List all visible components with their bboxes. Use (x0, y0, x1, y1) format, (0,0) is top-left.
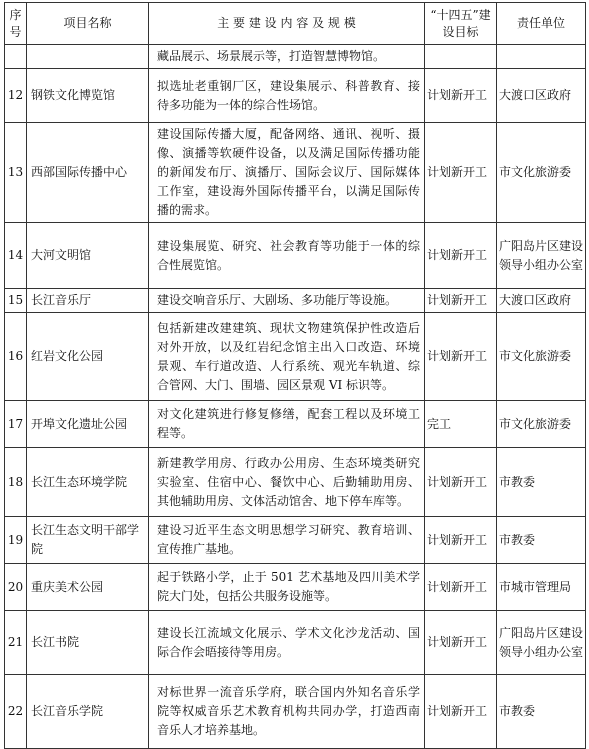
project-name: 长江生态环境学院 (27, 448, 149, 517)
project-content: 对文化建筑进行修复修缮，配套工程以及环境工程等。 (149, 401, 425, 448)
project-name: 长江音乐厅 (27, 289, 149, 313)
project-unit: 市教委 (497, 675, 586, 749)
project-content: 新建教学用房、行政办公用房、生态环境类研究实验室、住宿中心、餐饮中心、后勤辅助用房、其他辅助用房、文体活动馆舍、地下停车库等。 (149, 448, 425, 517)
project-unit: 市教委 (497, 517, 586, 564)
row-number: 14 (5, 223, 27, 289)
project-content: 建设国际传播大厦，配备网络、通讯、视听、摄像、演播等软硬件设备，以及满足国际传播功能的新闻发布厅、演播厅、国际会议厅、国际媒体工作室，建设海外国际传播平台，以满足国际传播的需求。 (149, 123, 425, 223)
project-content: 建设长江流域文化展示、学术文化沙龙活动、国际合作会晤接待等用房。 (149, 611, 425, 675)
row-number: 19 (5, 517, 27, 564)
project-name: 西部国际传播中心 (27, 123, 149, 223)
row-number: 22 (5, 675, 27, 749)
project-target: 计划新开工 (425, 675, 497, 749)
header-target: “十四五”建设目标 (425, 3, 497, 45)
project-target: 计划新开工 (425, 69, 497, 123)
project-target (425, 45, 497, 69)
project-name: 红岩文化公园 (27, 313, 149, 401)
project-unit: 市城市管理局 (497, 564, 586, 611)
project-unit: 广阳岛片区建设领导小组办公室 (497, 223, 586, 289)
project-content: 建设习近平生态文明思想学习研究、教育培训、宣传推广基地。 (149, 517, 425, 564)
row-number: 15 (5, 289, 27, 313)
table-row (5, 675, 586, 749)
row-number: 16 (5, 313, 27, 401)
table-row (5, 313, 586, 401)
project-unit: 市教委 (497, 448, 586, 517)
project-target: 计划新开工 (425, 564, 497, 611)
header-no: 序号 (5, 3, 27, 45)
project-content: 藏品展示、场景展示等，打造智慧博物馆。 (149, 45, 425, 69)
project-target: 计划新开工 (425, 123, 497, 223)
project-target: 计划新开工 (425, 611, 497, 675)
project-target: 计划新开工 (425, 289, 497, 313)
table-row (5, 69, 586, 123)
project-unit: 大渡口区政府 (497, 289, 586, 313)
row-number (5, 45, 27, 69)
header-content: 主 要 建 设 内 容 及 规 模 (149, 3, 425, 45)
table-row (5, 223, 586, 289)
table-row (5, 611, 586, 675)
project-content: 对标世界一流音乐学府，联合国内外知名音乐学院等权威音乐艺术教育机构共同办学，打造西南音乐人才培养基地。 (149, 675, 425, 749)
project-content: 建设交响音乐厅、大剧场、多功能厅等设施。 (149, 289, 425, 313)
header-unit: 责任单位 (497, 3, 586, 45)
project-target: 计划新开工 (425, 313, 497, 401)
table-row (5, 289, 586, 313)
project-name: 长江生态文明干部学院 (27, 517, 149, 564)
table-row (5, 401, 586, 448)
project-content: 拟选址老重钢厂区，建设集展示、科普教育、接待多功能为一体的综合性场馆。 (149, 69, 425, 123)
project-name: 长江书院 (27, 611, 149, 675)
project-content: 建设集展览、研究、社会教育等功能于一体的综合性展览馆。 (149, 223, 425, 289)
row-number: 20 (5, 564, 27, 611)
project-target: 完工 (425, 401, 497, 448)
table-row (5, 564, 586, 611)
project-name: 大河文明馆 (27, 223, 149, 289)
row-number: 17 (5, 401, 27, 448)
row-number: 21 (5, 611, 27, 675)
project-target: 计划新开工 (425, 223, 497, 289)
project-unit: 市文化旅游委 (497, 123, 586, 223)
project-target: 计划新开工 (425, 448, 497, 517)
row-number: 18 (5, 448, 27, 517)
row-number: 13 (5, 123, 27, 223)
row-number: 12 (5, 69, 27, 123)
project-unit: 市文化旅游委 (497, 313, 586, 401)
projects-table (4, 2, 586, 749)
project-unit: 市文化旅游委 (497, 401, 586, 448)
table-header-row (5, 3, 586, 45)
project-content: 起于铁路小学，止于 501 艺术基地及四川美术学院大门处，包括公共服务设施等。 (149, 564, 425, 611)
project-name: 重庆美术公园 (27, 564, 149, 611)
project-target: 计划新开工 (425, 517, 497, 564)
project-name: 开埠文化遗址公园 (27, 401, 149, 448)
project-name (27, 45, 149, 69)
project-name: 钢铁文化博览馆 (27, 69, 149, 123)
project-unit (497, 45, 586, 69)
table-row (5, 45, 586, 69)
table-row (5, 123, 586, 223)
table-row (5, 517, 586, 564)
project-unit: 大渡口区政府 (497, 69, 586, 123)
project-content: 包括新建改建建筑、现状文物建筑保护性改造后对外开放，以及红岩纪念馆主出入口改造、环境景观、车行道改造、人行系统、观光车轨道、综合管网、大门、围墙、园区景观 VI 标识等。 (149, 313, 425, 401)
project-unit: 广阳岛片区建设领导小组办公室 (497, 611, 586, 675)
header-name: 项目名称 (27, 3, 149, 45)
project-name: 长江音乐学院 (27, 675, 149, 749)
table-row (5, 448, 586, 517)
